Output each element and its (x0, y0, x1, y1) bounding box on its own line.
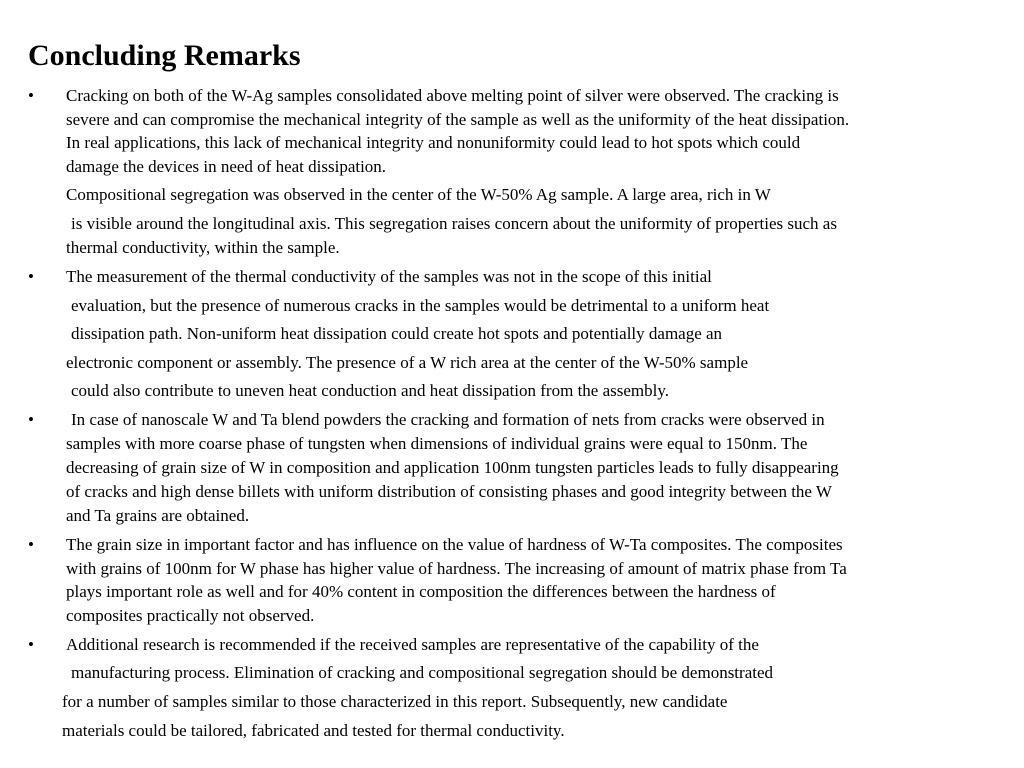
text-line: In case of nanoscale W and Ta blend powders the cracking and formation of nets from cracks were observed in (71, 410, 825, 429)
bullet-marker: • (28, 635, 34, 654)
text-line: dissipation path. Non-uniform heat dissipation could create hot spots and potentially damage an (71, 324, 723, 343)
bullet-marker: • (28, 410, 34, 429)
text-line: and Ta grains are obtained. (66, 506, 250, 525)
text-line: damage the devices in need of heat dissipation. (66, 157, 387, 176)
text-line: could also contribute to uneven heat conduction and heat dissipation from the assembly. (71, 381, 669, 400)
text-line: evaluation, but the presence of numerous cracks in the samples would be detrimental to a uniform heat (71, 296, 770, 315)
bullet-marker: • (28, 86, 34, 105)
text-line: manufacturing process. Elimination of cracking and compositional segregation should be demonstrated (71, 663, 774, 682)
slide-title: Concluding Remarks (28, 39, 301, 72)
text-line: composites practically not observed. (66, 606, 315, 625)
text-line: of cracks and high dense billets with uniform distribution of consisting phases and good integrity between the W (66, 482, 832, 501)
text-line: The measurement of the thermal conductivity of the samples was not in the scope of this initial (66, 267, 712, 286)
text-line: with grains of 100nm for W phase has higher value of hardness. The increasing of amount of matrix phase from Ta (66, 559, 847, 578)
bullet-marker: • (28, 535, 34, 554)
bullet-marker: • (28, 267, 34, 286)
text-line: Compositional segregation was observed in the center of the W-50% Ag sample. A large area, rich in W (66, 185, 771, 204)
text-line: for a number of samples similar to those characterized in this report. Subsequently, new candidate (62, 692, 728, 711)
text-line: materials could be tailored, fabricated and tested for thermal conductivity. (62, 721, 565, 740)
text-line: severe and can compromise the mechanical integrity of the sample as well as the uniformity of the heat dissipation. (66, 110, 850, 129)
text-line: Cracking on both of the W-Ag samples consolidated above melting point of silver were observed. The cracking is (66, 86, 839, 105)
text-line: electronic component or assembly. The presence of a W rich area at the center of the W-50% sample (66, 353, 749, 372)
text-line: The grain size in important factor and has influence on the value of hardness of W-Ta composites. The composites (66, 535, 843, 554)
text-line: Additional research is recommended if the received samples are representative of the capability of the (66, 635, 759, 654)
text-line: In real applications, this lack of mechanical integrity and nonuniformity could lead to hot spots which could (66, 133, 801, 152)
text-line: decreasing of grain size of W in composition and application 100nm tungsten particles leads to fully disappearing (66, 458, 839, 477)
text-line: plays important role as well and for 40% content in composition the differences between the hardness of (66, 582, 776, 601)
text-line: is visible around the longitudinal axis. This segregation raises concern about the uniformity of properties such as (71, 214, 837, 233)
text-line: thermal conductivity, within the sample. (66, 238, 340, 257)
text-line: samples with more coarse phase of tungsten when dimensions of individual grains were equal to 150nm. The (66, 434, 808, 453)
